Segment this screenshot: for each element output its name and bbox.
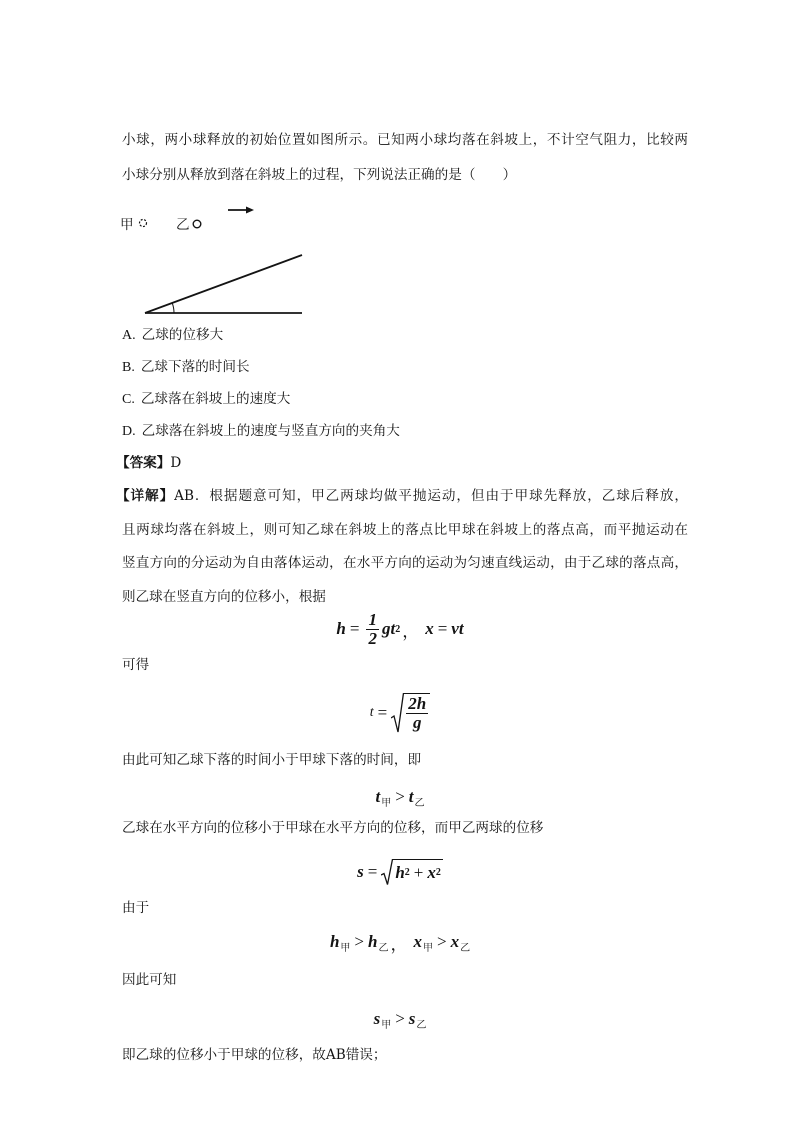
- plus-sign: +: [413, 862, 424, 882]
- formula-var: t: [408, 787, 414, 806]
- subscript-yi: 乙: [460, 942, 471, 954]
- numerator: 1: [368, 609, 377, 629]
- formula-var: h: [336, 619, 346, 638]
- text-horizontal: 乙球在水平方向的位移小于甲球在水平方向的位移，而甲乙两球的位移: [122, 820, 544, 836]
- formula-var: s: [408, 1009, 416, 1028]
- slope-angle-arc: [172, 303, 174, 313]
- option-letter: A.: [122, 328, 136, 343]
- square-root: [381, 859, 443, 885]
- explanation-line-4: 则乙球在竖直方向的位移小，根据: [122, 589, 326, 605]
- equals-sign: =: [437, 619, 448, 638]
- answer-line: [116, 453, 181, 473]
- ball-yi-label: 乙: [176, 217, 190, 233]
- equals-sign: =: [349, 619, 360, 638]
- option-letter: C.: [122, 392, 135, 407]
- exponent: 2: [395, 623, 401, 635]
- greater-than-sign: >: [436, 932, 447, 951]
- formula-term: gt: [381, 619, 396, 638]
- formula-var: x: [425, 619, 434, 638]
- subscript-jia: 甲: [381, 797, 392, 809]
- question-line-1: 小球，两小球释放的初始位置如图所示。已知两小球均落在斜坡上，不计空气阻力，比较两: [122, 132, 688, 148]
- formula-hx-compare: [0, 930, 800, 954]
- slope-figure: [110, 195, 310, 320]
- formula-displacement: [0, 858, 800, 886]
- numerator: 2h: [408, 694, 427, 713]
- formula-var: h: [329, 932, 340, 951]
- separator: ，: [402, 621, 420, 641]
- text-obtain: 可得: [122, 657, 150, 673]
- greater-than-sign: >: [395, 1009, 405, 1028]
- radicand: [393, 859, 443, 885]
- formula-var: t: [375, 787, 381, 806]
- denominator: 2: [368, 628, 377, 648]
- option-a: [122, 325, 223, 345]
- option-text: 乙球落在斜坡上的速度大: [140, 391, 291, 407]
- text-conclusion: 即乙球的位移小于甲球的位移，故AB错误；: [122, 1047, 387, 1063]
- ball-jia: [140, 220, 147, 227]
- subscript-yi: 乙: [416, 1019, 427, 1031]
- equals-sign: =: [367, 862, 378, 881]
- formula-s-compare: [0, 1007, 800, 1031]
- text-since: 由于: [122, 900, 150, 916]
- option-d: [122, 421, 400, 441]
- fraction: [366, 611, 379, 648]
- denominator: g: [412, 713, 422, 732]
- option-letter: D.: [122, 424, 136, 439]
- subscript-yi: 乙: [414, 797, 425, 809]
- option-letter: B.: [122, 360, 135, 375]
- explanation-label: 【详解】: [116, 488, 175, 504]
- equals-sign: =: [377, 703, 388, 722]
- option-b: [122, 357, 250, 377]
- formula-var: x: [450, 932, 460, 951]
- separator: ，: [390, 934, 408, 954]
- greater-than-sign: >: [354, 932, 364, 951]
- question-line-2: 小球分别从释放到落在斜坡上的过程，下列说法正确的是（ ）: [122, 167, 517, 183]
- formula-time-compare: [0, 786, 800, 808]
- explanation-line-3: 竖直方向的分运动为自由落体运动，在水平方向的运动为匀速直线运动，由于乙球的落点高，: [122, 555, 688, 571]
- formula-var: x: [413, 932, 422, 951]
- text-time-compare: 由此可知乙球下落的时间小于甲球下落的时间，即: [122, 752, 422, 768]
- radical-sign: [391, 693, 404, 733]
- answer-label: 【答案】: [116, 455, 171, 471]
- subscript-jia: 甲: [422, 942, 433, 954]
- formula-var: x: [427, 862, 436, 882]
- subscript-yi: 乙: [378, 942, 389, 954]
- explanation-text: AB．根据题意可知，甲乙两球均做平抛运动，但由于甲球先释放，乙球后释放，: [174, 488, 688, 504]
- formula-time: [0, 692, 800, 734]
- ball-jia-label: 甲: [120, 217, 134, 233]
- subscript-jia: 甲: [381, 1019, 392, 1031]
- ball-yi: [193, 220, 201, 228]
- formula-var: t: [369, 705, 374, 720]
- radical-sign: [381, 859, 393, 885]
- option-c: [122, 389, 290, 409]
- slope-line: [145, 255, 302, 313]
- formula-var: s: [373, 1009, 381, 1028]
- text-therefore: 因此可知: [122, 972, 177, 988]
- answer-value: D: [170, 455, 182, 471]
- greater-than-sign: >: [395, 787, 405, 806]
- option-text: 乙球下落的时间长: [140, 359, 250, 375]
- option-text: 乙球的位移大: [141, 327, 224, 343]
- square-root: [391, 693, 430, 733]
- explanation-line-2: 且两球均落在斜坡上，则可知乙球在斜坡上的落点比甲球在斜坡上的落点高，而平抛运动在: [122, 522, 688, 538]
- radicand: [404, 693, 430, 733]
- formula-term: vt: [451, 619, 464, 638]
- exponent: 2: [435, 867, 441, 878]
- fraction: [406, 695, 428, 732]
- explanation-line-1: [116, 486, 688, 506]
- formula-free-fall: [0, 607, 800, 651]
- velocity-arrow-head: [246, 207, 254, 214]
- subscript-jia: 甲: [340, 942, 351, 954]
- formula-var: s: [357, 862, 364, 881]
- option-text: 乙球落在斜坡上的速度与竖直方向的夹角大: [141, 423, 400, 439]
- exponent: 2: [404, 867, 410, 878]
- formula-var: h: [395, 862, 405, 882]
- formula-var: h: [368, 932, 378, 951]
